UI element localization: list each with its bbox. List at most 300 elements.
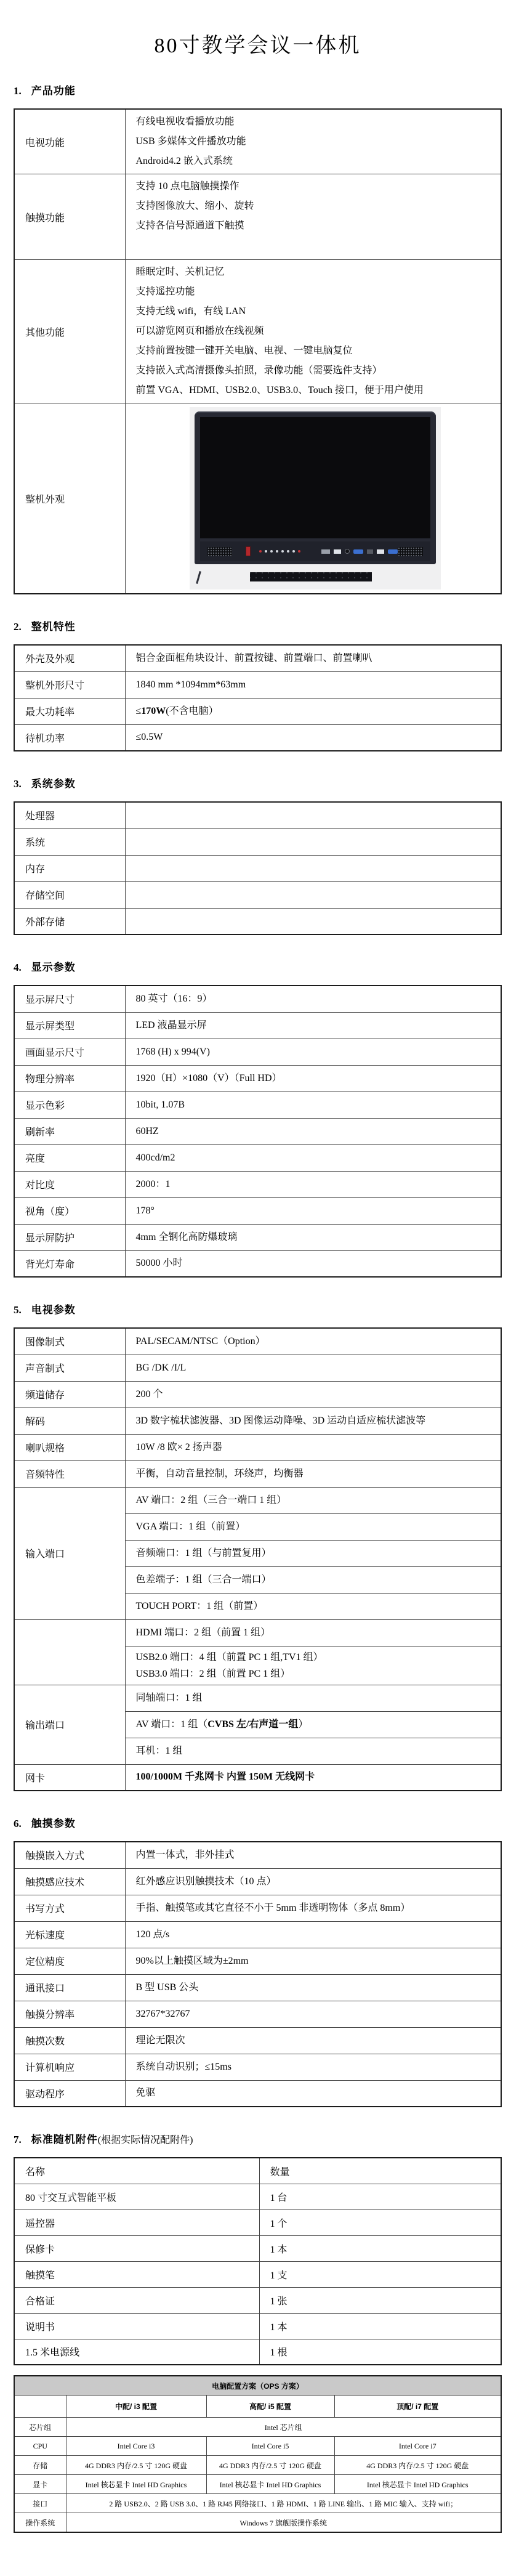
table-row bbox=[14, 1434, 501, 1460]
accessory-name: 合格证 bbox=[14, 2287, 259, 2313]
monitor-control-bar bbox=[200, 541, 430, 561]
spec-label: 其他功能 bbox=[14, 260, 125, 403]
table-row bbox=[14, 1065, 501, 1092]
spec-value-line: 铝合金面框角块设计、前置按键、前置端口、前置喇叭 bbox=[135, 652, 372, 663]
table-row bbox=[14, 1355, 501, 1381]
section-number: 1. bbox=[14, 85, 22, 97]
config-row bbox=[14, 2494, 501, 2513]
spec-label: 显示屏防护 bbox=[14, 1224, 125, 1250]
section-title-suffix: (根据实际情况配附件) bbox=[97, 2135, 193, 2145]
table-row bbox=[14, 1328, 501, 1355]
button-dot-icon bbox=[287, 550, 289, 553]
spec-label: 整机外观 bbox=[14, 403, 125, 594]
table-row bbox=[14, 1842, 501, 1868]
config-row-label: 芯片组 bbox=[14, 2418, 66, 2437]
config-row bbox=[14, 2456, 501, 2475]
spec-label: 图像制式 bbox=[14, 1328, 125, 1355]
accessory-row bbox=[14, 2313, 501, 2339]
section-title: 电视参数 bbox=[31, 1304, 76, 1316]
spec-value bbox=[125, 1540, 501, 1566]
table-row bbox=[14, 698, 501, 724]
vga-port-icon bbox=[388, 549, 398, 554]
spec-value bbox=[125, 1948, 501, 1974]
table-row bbox=[14, 1171, 501, 1197]
button-dot-icon bbox=[265, 550, 267, 553]
spec-value-line: 支持前置按键一键开关电脑、电视、一键电脑复位 bbox=[135, 346, 353, 356]
section-heading-display-params bbox=[14, 958, 502, 974]
spec-value bbox=[125, 2001, 501, 2027]
section-title: 标准随机附件 bbox=[31, 2134, 98, 2145]
spec-value bbox=[125, 1460, 501, 1487]
spec-value bbox=[125, 986, 501, 1012]
spec-value bbox=[125, 2054, 501, 2080]
section-title: 产品功能 bbox=[31, 85, 76, 97]
spec-value-line: BG /DK /I/L bbox=[135, 1362, 187, 1373]
spec-value bbox=[125, 1738, 501, 1764]
spec-value-line: 32767*32767 bbox=[135, 2008, 190, 2019]
config-value: 4G DDR3 内存/2.5 寸 120G 硬盘 bbox=[66, 2456, 206, 2475]
table-row bbox=[14, 1012, 501, 1039]
spec-label: 最大功耗率 bbox=[14, 698, 125, 724]
config-value: Intel Core i5 bbox=[206, 2437, 334, 2456]
accessory-name: 1.5 米电源线 bbox=[14, 2339, 259, 2365]
config-row bbox=[14, 2437, 501, 2456]
config-header-row bbox=[14, 2396, 501, 2418]
spec-value-line: USB3.0 端口：2 组（前置 PC 1 组） bbox=[135, 1668, 291, 1679]
spec-value-bold: 100/1000M 千兆网卡 内置 150M 无线网卡 bbox=[135, 1772, 315, 1783]
monitor-screen bbox=[200, 417, 430, 538]
spec-label: 处理器 bbox=[14, 802, 125, 828]
spec-value-line: 睡眠定时、关机记忆 bbox=[135, 267, 225, 277]
section-number: 6. bbox=[14, 1818, 22, 1829]
table-row bbox=[14, 2054, 501, 2080]
spec-label: 定位精度 bbox=[14, 1948, 125, 1974]
spec-value-line: 400cd/m2 bbox=[135, 1152, 175, 1163]
table-row bbox=[14, 1487, 501, 1513]
spec-value-line: 系统自动识别；≤15ms bbox=[135, 2061, 231, 2072]
spec-value-line: Android4.2 嵌入式系统 bbox=[135, 156, 233, 166]
spec-value-line: 10W /8 欧× 2 扬声器 bbox=[135, 1441, 222, 1452]
spec-value-text: ≤ bbox=[135, 705, 142, 716]
button-dot-icon bbox=[281, 550, 284, 553]
spec-value-text: (不含电脑） bbox=[166, 705, 219, 716]
config-row-label: CPU bbox=[14, 2437, 66, 2456]
table-row bbox=[14, 986, 501, 1012]
table-row bbox=[14, 2001, 501, 2027]
table-row bbox=[14, 1039, 501, 1065]
accessory-qty: 1 台 bbox=[259, 2184, 501, 2209]
column-header: 数量 bbox=[259, 2158, 501, 2184]
spec-value bbox=[125, 698, 501, 724]
accessory-row bbox=[14, 2261, 501, 2287]
spec-value bbox=[125, 724, 501, 751]
spec-label: 触摸分辨率 bbox=[14, 2001, 125, 2027]
spec-value-line bbox=[136, 1716, 495, 1733]
config-row-label: 显卡 bbox=[14, 2475, 66, 2494]
section-title: 触摸参数 bbox=[31, 1818, 76, 1829]
spec-table-touch-params bbox=[14, 1841, 502, 2107]
spec-table-system-params bbox=[14, 801, 502, 935]
spec-label: 刷新率 bbox=[14, 1118, 125, 1144]
spec-value-line: 手指、触摸笔或其它直径不小于 5mm 非透明物体（多点 8mm） bbox=[135, 1902, 411, 1913]
table-row bbox=[14, 1144, 501, 1171]
spec-value bbox=[125, 1711, 501, 1738]
spec-label: 存储空间 bbox=[14, 881, 125, 908]
spec-label: 亮度 bbox=[14, 1144, 125, 1171]
spec-label: 喇叭规格 bbox=[14, 1434, 125, 1460]
config-value: Windows 7 旗舰版操作系统 bbox=[66, 2513, 501, 2533]
spec-value bbox=[125, 908, 501, 934]
table-row bbox=[14, 1460, 501, 1487]
config-value: 4G DDR3 内存/2.5 寸 120G 硬盘 bbox=[206, 2456, 334, 2475]
spec-value-line: 10bit, 1.07B bbox=[135, 1099, 185, 1110]
table-row bbox=[14, 1764, 501, 1791]
spec-value-line: 有线电视收看播放功能 bbox=[135, 116, 235, 127]
spec-label: 声音制式 bbox=[14, 1355, 125, 1381]
spec-value bbox=[125, 802, 501, 828]
spec-label: 显示屏类型 bbox=[14, 1012, 125, 1039]
spec-value bbox=[125, 1434, 501, 1460]
accessory-row bbox=[14, 2209, 501, 2235]
config-title-row bbox=[14, 2376, 501, 2396]
config-row bbox=[14, 2513, 501, 2533]
spec-value-line bbox=[136, 1767, 495, 1787]
table-row bbox=[14, 1407, 501, 1434]
spec-label: 外部存储 bbox=[14, 908, 125, 934]
spec-value bbox=[125, 1895, 501, 1921]
spec-value-bold: CVBS 左/右声道一组 bbox=[207, 1719, 299, 1730]
spec-label: 背光灯寿命 bbox=[14, 1250, 125, 1277]
spec-value bbox=[125, 855, 501, 881]
spec-label: 外壳及外观 bbox=[14, 645, 125, 671]
config-table bbox=[14, 2375, 502, 2533]
touch-port-icon bbox=[367, 549, 373, 554]
spec-value-line: 50000 小时 bbox=[135, 1258, 183, 1269]
spec-value-line: ≤0.5W bbox=[135, 732, 163, 743]
spec-value bbox=[125, 174, 501, 260]
section-heading-touch-params bbox=[14, 1815, 502, 1830]
spec-label: 音频特性 bbox=[14, 1460, 125, 1487]
spec-value bbox=[125, 1012, 501, 1039]
config-column-header: 中配/ i3 配置 bbox=[66, 2396, 206, 2418]
connector-strip bbox=[250, 572, 372, 581]
spec-value-line: 支持图像放大、缩小、旋转 bbox=[135, 201, 254, 211]
accessory-name: 80 寸交互式智能平板 bbox=[14, 2184, 259, 2209]
spec-value bbox=[125, 881, 501, 908]
spec-value bbox=[125, 1092, 501, 1118]
appearance-cell bbox=[125, 403, 501, 594]
spec-value bbox=[125, 1039, 501, 1065]
accessory-qty: 1 支 bbox=[259, 2261, 501, 2287]
table-row bbox=[14, 802, 501, 828]
spec-value bbox=[125, 1513, 501, 1540]
table-row bbox=[14, 1250, 501, 1277]
table-row bbox=[14, 1381, 501, 1407]
accessory-qty: 1 张 bbox=[259, 2287, 501, 2313]
spec-label bbox=[14, 1619, 125, 1685]
spec-value-line: 平衡，自动音量控制，环绕声，均衡器 bbox=[135, 1468, 304, 1479]
spec-label: 通讯接口 bbox=[14, 1974, 125, 2001]
config-row-label: 存储 bbox=[14, 2456, 66, 2475]
table-row bbox=[14, 671, 501, 698]
spec-label: 触摸次数 bbox=[14, 2027, 125, 2054]
accessory-qty: 1 本 bbox=[259, 2235, 501, 2261]
table-row bbox=[14, 1118, 501, 1144]
table-row bbox=[14, 1197, 501, 1224]
appearance-photo bbox=[190, 407, 441, 589]
table-row bbox=[14, 174, 501, 260]
spec-value-line: B 型 USB 公头 bbox=[135, 1982, 199, 1993]
spec-value bbox=[125, 1118, 501, 1144]
spec-value bbox=[125, 1224, 501, 1250]
spec-table-tv-params bbox=[14, 1327, 502, 1791]
spec-value bbox=[125, 1328, 501, 1355]
indicator-dot-icon bbox=[259, 550, 262, 553]
spec-label: 画面显示尺寸 bbox=[14, 1039, 125, 1065]
accessory-name: 保修卡 bbox=[14, 2235, 259, 2261]
spec-value-line: VGA 端口：1 组（前置） bbox=[135, 1521, 246, 1532]
spec-value-line: 支持无线 wifi，有线 LAN bbox=[135, 306, 246, 317]
spec-value-line: 120 点/s bbox=[135, 1929, 170, 1940]
front-ports bbox=[321, 549, 398, 554]
table-row bbox=[14, 260, 501, 403]
spec-label: 待机功率 bbox=[14, 724, 125, 751]
config-value: Intel 核芯显卡 Intel HD Graphics bbox=[66, 2475, 206, 2494]
spec-value bbox=[125, 2080, 501, 2107]
spec-value-line: 理论无限次 bbox=[135, 2035, 185, 2046]
spec-value-line: 支持遥控功能 bbox=[135, 286, 195, 297]
spec-value-bold: 170W bbox=[141, 705, 166, 716]
spec-label: 输出端口 bbox=[14, 1685, 125, 1764]
spec-value-line: 前置 VGA、HDMI、USB2.0、USB3.0、Touch 接口，便于用户使用 bbox=[135, 385, 424, 395]
spec-label: 电视功能 bbox=[14, 109, 125, 174]
spec-document-page bbox=[0, 28, 511, 2576]
spec-value-line: 2000：1 bbox=[135, 1178, 171, 1189]
spec-label: 触摸感应技术 bbox=[14, 1868, 125, 1895]
table-row bbox=[14, 1619, 501, 1646]
spec-label: 书写方式 bbox=[14, 1895, 125, 1921]
table-row bbox=[14, 1974, 501, 2001]
usb-port-icon bbox=[334, 549, 341, 554]
spec-value bbox=[125, 1197, 501, 1224]
accessory-qty: 1 个 bbox=[259, 2209, 501, 2235]
spec-value bbox=[125, 1685, 501, 1711]
accessory-row bbox=[14, 2235, 501, 2261]
spec-label: 计算机响应 bbox=[14, 2054, 125, 2080]
spec-label: 视角（度） bbox=[14, 1197, 125, 1224]
table-row bbox=[14, 1895, 501, 1921]
section-heading-product-functions bbox=[14, 82, 502, 97]
spec-value-line: 色差端子：1 组（三合一端口） bbox=[135, 1574, 272, 1585]
section-number: 4. bbox=[14, 962, 22, 973]
table-row bbox=[14, 2080, 501, 2107]
table-row bbox=[14, 724, 501, 751]
spec-value-line: 音频端口：1 组（与前置复用） bbox=[135, 1548, 272, 1558]
spec-value bbox=[125, 2027, 501, 2054]
spec-value-line: 免驱 bbox=[135, 2088, 156, 2099]
page-title: 80寸教学会议一体机 bbox=[154, 34, 361, 57]
spec-label: 驱动程序 bbox=[14, 2080, 125, 2107]
table-row bbox=[14, 109, 501, 174]
stand-foot bbox=[196, 571, 201, 584]
section-number: 2. bbox=[14, 621, 22, 633]
speaker-grille-left-icon bbox=[207, 547, 233, 556]
spec-label: 物理分辨率 bbox=[14, 1065, 125, 1092]
spec-value bbox=[125, 1842, 501, 1868]
spec-value-line: 1840 mm *1094mm*63mm bbox=[135, 679, 246, 690]
table-row bbox=[14, 1868, 501, 1895]
spec-table-product-functions bbox=[14, 108, 502, 594]
table-row bbox=[14, 1685, 501, 1711]
table-row bbox=[14, 2027, 501, 2054]
spec-value-line: USB 多媒体文件播放功能 bbox=[135, 136, 246, 147]
section-heading-accessories bbox=[14, 2131, 502, 2146]
spec-value-line: HDMI 端口：2 组（前置 1 组） bbox=[135, 1627, 271, 1638]
power-switch-icon bbox=[246, 546, 251, 556]
sections-container bbox=[14, 82, 502, 2533]
spec-value-line: 60HZ bbox=[135, 1125, 159, 1136]
column-header: 名称 bbox=[14, 2158, 259, 2184]
button-dot-icon bbox=[292, 550, 295, 553]
spec-table-display-params bbox=[14, 985, 502, 1278]
spec-value bbox=[125, 1065, 501, 1092]
table-row bbox=[14, 1092, 501, 1118]
spec-value-line: 1768 (H) x 994(V) bbox=[135, 1046, 210, 1057]
spec-value bbox=[125, 671, 501, 698]
spec-value-line: 红外感应识别触摸技术（10 点） bbox=[135, 1876, 276, 1887]
monitor-front bbox=[195, 411, 436, 564]
spec-label: 网卡 bbox=[14, 1764, 125, 1791]
table-row bbox=[14, 881, 501, 908]
indicator-dot-icon bbox=[298, 550, 300, 553]
spec-value bbox=[125, 1974, 501, 2001]
config-value: Intel Core i7 bbox=[334, 2437, 501, 2456]
spec-value-line: 可以游览网页和播放在线视频 bbox=[135, 326, 264, 336]
table-row bbox=[14, 1921, 501, 1948]
audio-jack-icon bbox=[345, 549, 350, 554]
table-row bbox=[14, 855, 501, 881]
spec-value bbox=[125, 109, 501, 174]
spec-value-line: 3D 数字梳状滤波器、3D 图像运动降噪、3D 运动自适应梳状滤波等 bbox=[135, 1415, 426, 1426]
spec-value-line: 耳机：1 组 bbox=[135, 1746, 183, 1756]
section-title: 显示参数 bbox=[31, 962, 76, 973]
spec-value-line: 1920（H）×1080（V）（Full HD） bbox=[135, 1072, 282, 1083]
table-row bbox=[14, 908, 501, 934]
config-row-label: 接口 bbox=[14, 2494, 66, 2513]
section-heading-machine-features bbox=[14, 618, 502, 633]
spec-value bbox=[125, 1355, 501, 1381]
accessory-name: 说明书 bbox=[14, 2313, 259, 2339]
section-title: 系统参数 bbox=[31, 778, 76, 790]
vga-port-icon bbox=[353, 549, 363, 554]
table-row bbox=[14, 403, 501, 594]
spec-label: 整机外形尺寸 bbox=[14, 671, 125, 698]
spec-value-line: AV 端口：2 组（三合一端口 1 组） bbox=[135, 1495, 287, 1505]
spec-value-line: 支持嵌入式高清摄像头拍照，录像功能（需要选件支持） bbox=[135, 365, 382, 376]
button-dot-icon bbox=[276, 550, 278, 553]
spec-value bbox=[125, 1487, 501, 1513]
accessories-header-row bbox=[14, 2158, 501, 2184]
spec-value bbox=[125, 1921, 501, 1948]
spec-label: 触摸功能 bbox=[14, 174, 125, 260]
accessory-row bbox=[14, 2184, 501, 2209]
spec-label: 频道储存 bbox=[14, 1381, 125, 1407]
config-column-header: 高配/ i5 配置 bbox=[206, 2396, 334, 2418]
section-number: 5. bbox=[14, 1304, 22, 1316]
config-row-label: 操作系统 bbox=[14, 2513, 66, 2533]
spec-label: 触摸嵌入方式 bbox=[14, 1842, 125, 1868]
usb-port-icon bbox=[377, 549, 384, 554]
spec-value-line: 支持 10 点电脑触摸操作 bbox=[135, 181, 239, 192]
table-row bbox=[14, 645, 501, 671]
spec-value bbox=[125, 645, 501, 671]
spec-table-machine-features bbox=[14, 644, 502, 751]
spec-label: 内存 bbox=[14, 855, 125, 881]
spec-value bbox=[125, 260, 501, 403]
config-table-title: 电脑配置方案（OPS 方案） bbox=[14, 2376, 501, 2396]
spec-value-line: 支持各信号源通道下触摸 bbox=[135, 221, 244, 231]
spec-value bbox=[125, 1593, 501, 1619]
accessory-name: 触摸笔 bbox=[14, 2261, 259, 2287]
spec-value bbox=[125, 1566, 501, 1593]
spec-value-line: 90%以上触摸区域为±2mm bbox=[135, 1955, 249, 1966]
config-row bbox=[14, 2475, 501, 2494]
spec-value-text: AV 端口：1 组（ bbox=[135, 1719, 208, 1730]
config-column-header: 顶配/ i7 配置 bbox=[334, 2396, 501, 2418]
section-number: 3. bbox=[14, 778, 22, 790]
button-dot-icon bbox=[270, 550, 273, 553]
spec-value-line: TOUCH PORT：1 组（前置） bbox=[135, 1601, 264, 1611]
spec-label: 显示色彩 bbox=[14, 1092, 125, 1118]
spec-value-line: 4mm 全钢化高防爆玻璃 bbox=[135, 1231, 238, 1242]
config-value: Intel 核芯显卡 Intel HD Graphics bbox=[334, 2475, 501, 2494]
config-value: Intel 芯片组 bbox=[66, 2418, 501, 2437]
accessory-qty: 1 本 bbox=[259, 2313, 501, 2339]
accessory-qty: 1 根 bbox=[259, 2339, 501, 2365]
spec-value-line: 同轴端口：1 组 bbox=[135, 1693, 203, 1703]
config-column-header bbox=[14, 2396, 66, 2418]
spec-value-line: 内置一体式，非外挂式 bbox=[135, 1849, 235, 1860]
hdmi-port-icon bbox=[321, 549, 330, 554]
config-value: 2 路 USB2.0、2 路 USB 3.0、1 路 RJ45 网络接口、1 路 HDMI、1 路 LINE 输出、1 路 MIC 输入、支持 wifi； bbox=[66, 2494, 501, 2513]
spec-value bbox=[125, 1646, 501, 1685]
section-heading-system-params bbox=[14, 775, 502, 790]
accessories-table bbox=[14, 2157, 502, 2365]
config-value: Intel 核芯显卡 Intel HD Graphics bbox=[206, 2475, 334, 2494]
section-number: 7. bbox=[14, 2134, 22, 2145]
spec-label: 解码 bbox=[14, 1407, 125, 1434]
spec-label: 系统 bbox=[14, 828, 125, 855]
spec-value-line: LED 液晶显示屏 bbox=[135, 1019, 207, 1031]
spec-value bbox=[125, 1407, 501, 1434]
spec-value bbox=[125, 1171, 501, 1197]
spec-value-text: ） bbox=[298, 1719, 308, 1730]
table-row bbox=[14, 1224, 501, 1250]
spec-value bbox=[125, 1764, 501, 1791]
spec-value-line: USB2.0 端口：4 组（前置 PC 1 组,TV1 组） bbox=[135, 1651, 323, 1663]
spec-value bbox=[125, 828, 501, 855]
spec-value-line: 178° bbox=[135, 1205, 155, 1216]
spec-value bbox=[125, 1619, 501, 1646]
spec-label: 显示屏尺寸 bbox=[14, 986, 125, 1012]
speaker-grille-right-icon bbox=[398, 547, 423, 556]
section-title: 整机特性 bbox=[31, 621, 76, 633]
config-value: Intel Core i3 bbox=[66, 2437, 206, 2456]
table-row bbox=[14, 1948, 501, 1974]
section-heading-tv-params bbox=[14, 1301, 502, 1316]
spec-value bbox=[125, 1868, 501, 1895]
spec-value-line: 80 英寸（16：9） bbox=[135, 993, 212, 1004]
